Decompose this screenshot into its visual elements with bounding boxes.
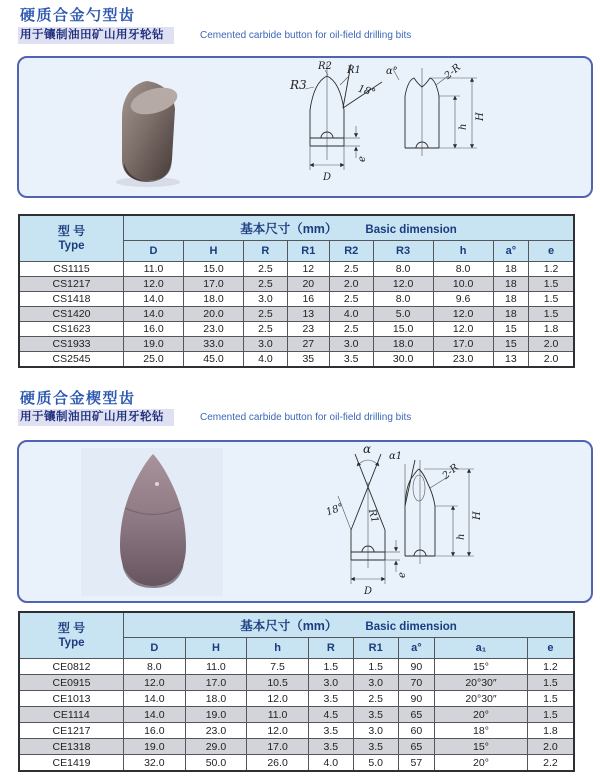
basic-dimension-header [124,612,575,638]
value-cell: 23.0 [433,352,493,368]
value-cell: 1.5 [529,277,574,292]
column-header: R2 [329,241,373,262]
column-header: a₁ [435,638,528,659]
table-row [19,675,574,691]
H-dim-label: H [475,112,486,121]
column-header: a° [493,241,529,262]
value-cell: 65 [398,707,434,723]
illustration-panel [17,440,593,603]
type-header-zh: 型 号 [57,620,86,635]
product-photo-wedge-button [77,448,227,598]
h-dim-label: h [456,533,467,540]
value-cell: 18.0 [373,337,433,352]
column-header: R1 [287,241,329,262]
value-cell: 12.0 [433,307,493,322]
type-cell: CE1114 [19,707,124,723]
value-cell: 2.5 [244,322,288,337]
value-cell: 20° [435,755,528,772]
value-cell: 14.0 [124,707,186,723]
value-cell: 23.0 [185,723,247,739]
value-cell: 2.0 [529,337,574,352]
type-cell: CE1318 [19,739,124,755]
type-cell: CE0915 [19,675,124,691]
type-column-header [19,612,124,659]
column-header: h [433,241,493,262]
value-cell: 57 [398,755,434,772]
section-wedge-type [0,383,600,780]
value-cell: 2.0 [529,352,574,368]
product-photo-spoon-button [84,71,214,191]
value-cell: 2.5 [329,292,373,307]
two-r-label: 2-R [440,462,461,482]
value-cell: 2.5 [244,277,288,292]
subtitle-row [18,27,582,44]
value-cell: 8.0 [373,292,433,307]
value-cell: 29.0 [185,739,247,755]
value-cell: 12.0 [124,675,186,691]
dimension-table-wedge [18,611,575,772]
value-cell: 2.5 [329,322,373,337]
value-cell: 11.0 [247,707,309,723]
value-cell: 3.0 [308,675,353,691]
value-cell: 3.5 [308,723,353,739]
value-cell: 1.5 [308,659,353,675]
value-cell: 16.0 [124,322,184,337]
value-cell: 20 [287,277,329,292]
value-cell: 12.0 [247,691,309,707]
value-cell: 15.0 [373,322,433,337]
subtitle-english: Cemented carbide button for oil-field drilling bits [200,30,412,41]
value-cell: 2.2 [527,755,574,772]
value-cell: 65 [398,739,434,755]
value-cell: 4.0 [244,352,288,368]
value-cell: 12.0 [247,723,309,739]
value-cell: 3.0 [244,337,288,352]
value-cell: 23 [287,322,329,337]
value-cell: 12.0 [124,277,184,292]
value-cell: 2.5 [244,262,288,277]
value-cell: 12.0 [373,277,433,292]
value-cell: 14.0 [124,292,184,307]
dims-header-en: Basic dimension [365,224,457,236]
value-cell: 8.0 [373,262,433,277]
value-cell: 17.0 [184,277,244,292]
value-cell: 14.0 [124,691,186,707]
value-cell: 9.6 [433,292,493,307]
value-cell: 18.0 [184,292,244,307]
value-cell: 7.5 [247,659,309,675]
type-cell: CS1115 [19,262,124,277]
column-header: R1 [353,638,398,659]
value-cell: 14.0 [124,307,184,322]
h-dim-label: h [458,123,469,130]
value-cell: 1.8 [527,723,574,739]
value-cell: 18 [493,307,529,322]
value-cell: 15 [493,337,529,352]
d-dim-label: D [364,586,373,597]
value-cell: 2.0 [329,277,373,292]
two-r-label: 2-R [442,62,463,82]
value-cell: 3.5 [353,707,398,723]
dimension-diagram-spoon [272,60,572,198]
value-cell: 32.0 [124,755,186,772]
value-cell: 90 [398,691,434,707]
type-cell: CE0812 [19,659,124,675]
value-cell: 5.0 [373,307,433,322]
basic-dimension-header [124,215,575,241]
type-cell: CE1419 [19,755,124,772]
value-cell: 2.5 [353,691,398,707]
table-row [19,739,574,755]
illustration-panel [17,56,593,198]
angle-18-label: 18° [356,83,377,100]
value-cell: 3.5 [329,352,373,368]
value-cell: 20.0 [184,307,244,322]
table-row [19,755,574,772]
type-header-en: Type [58,636,85,649]
value-cell: 15° [435,659,528,675]
table-row [19,691,574,707]
type-cell: CS1623 [19,322,124,337]
column-header: h [247,638,309,659]
column-header: H [184,241,244,262]
value-cell: 4.0 [308,755,353,772]
column-header: D [124,638,186,659]
value-cell: 18 [493,292,529,307]
value-cell: 2.0 [527,739,574,755]
value-cell: 2.5 [329,262,373,277]
value-cell: 3.5 [308,691,353,707]
value-cell: 17.0 [185,675,247,691]
table-row [19,322,574,337]
value-cell: 13 [493,352,529,368]
value-cell: 90 [398,659,434,675]
table-row [19,292,574,307]
value-cell: 11.0 [124,262,184,277]
dims-header-zh: 基本尺寸（mm） [240,222,338,236]
value-cell: 20° [435,707,528,723]
alpha1-label: α1 [389,451,403,462]
value-cell: 1.2 [527,659,574,675]
alpha-label: α [363,444,372,456]
r1-label: R1 [347,65,361,76]
value-cell: 18.0 [185,691,247,707]
type-cell: CS2545 [19,352,124,368]
value-cell: 8.0 [433,262,493,277]
value-cell: 4.5 [308,707,353,723]
value-cell: 10.0 [433,277,493,292]
value-cell: 12.0 [433,322,493,337]
value-cell: 15.0 [184,262,244,277]
value-cell: 70 [398,675,434,691]
value-cell: 20°30″ [435,675,528,691]
dims-header-en: Basic dimension [365,621,457,633]
value-cell: 15 [493,322,529,337]
column-header: R [244,241,288,262]
value-cell: 17.0 [247,739,309,755]
table-row [19,659,574,675]
value-cell: 1.2 [529,262,574,277]
r2-label: R2 [318,61,332,72]
value-cell: 19.0 [185,707,247,723]
value-cell: 8.0 [124,659,186,675]
value-cell: 4.0 [329,307,373,322]
table-row [19,307,574,322]
value-cell: 10.5 [247,675,309,691]
value-cell: 11.0 [185,659,247,675]
value-cell: 3.0 [353,723,398,739]
subtitle-english: Cemented carbide button for oil-field drilling bits [200,412,412,423]
value-cell: 18 [493,277,529,292]
H-dim-label: H [472,511,483,520]
value-cell: 19.0 [124,337,184,352]
value-cell: 33.0 [184,337,244,352]
value-cell: 35 [287,352,329,368]
column-header: e [529,241,574,262]
value-cell: 20°30″ [435,691,528,707]
dimension-diagram-wedge [272,444,572,604]
table-row [19,352,574,368]
value-cell: 23.0 [184,322,244,337]
type-cell: CE1217 [19,723,124,739]
value-cell: 1.5 [527,691,574,707]
column-header: e [527,638,574,659]
type-header-en: Type [58,239,85,252]
e-dim-label: e [397,572,408,578]
value-cell: 19.0 [124,739,186,755]
value-cell: 12 [287,262,329,277]
value-cell: 1.5 [529,292,574,307]
value-cell: 60 [398,723,434,739]
value-cell: 1.5 [353,659,398,675]
angle-18-label: 18° [324,501,346,519]
column-header: H [185,638,247,659]
value-cell: 3.0 [353,675,398,691]
subtitle-chinese: 用于镶制油田矿山用牙轮钻 [18,27,174,44]
value-cell: 16 [287,292,329,307]
value-cell: 25.0 [124,352,184,368]
value-cell: 45.0 [184,352,244,368]
value-cell: 30.0 [373,352,433,368]
value-cell: 3.5 [353,739,398,755]
value-cell: 13 [287,307,329,322]
column-header: R3 [373,241,433,262]
table-row [19,707,574,723]
type-cell: CS1420 [19,307,124,322]
type-cell: CS1418 [19,292,124,307]
value-cell: 26.0 [247,755,309,772]
type-cell: CS1217 [19,277,124,292]
dims-header-zh: 基本尺寸（mm） [240,619,338,633]
value-cell: 18 [493,262,529,277]
value-cell: 18° [435,723,528,739]
column-header: a° [398,638,434,659]
value-cell: 2.5 [244,307,288,322]
table-row [19,337,574,352]
type-cell: CS1933 [19,337,124,352]
value-cell: 3.0 [329,337,373,352]
value-cell: 3.0 [244,292,288,307]
table-row [19,262,574,277]
r3-label: R3 [290,78,307,92]
d-dim-label: D [323,172,332,183]
value-cell: 1.8 [529,322,574,337]
section-title: 硬质合金勺型齿 [20,7,136,24]
table-row [19,277,574,292]
dimension-table-spoon [18,214,575,368]
value-cell: 17.0 [433,337,493,352]
subtitle-chinese: 用于镶制油田矿山用牙轮钻 [18,409,174,426]
section-title: 硬质合金楔型齿 [20,390,136,407]
type-cell: CE1013 [19,691,124,707]
value-cell: 1.5 [527,707,574,723]
section-spoon-type [0,0,600,383]
value-cell: 3.5 [308,739,353,755]
column-header: D [124,241,184,262]
column-header: R [308,638,353,659]
type-header-zh: 型 号 [57,223,86,238]
table-row [19,723,574,739]
value-cell: 1.5 [529,307,574,322]
type-column-header [19,215,124,262]
value-cell: 15° [435,739,528,755]
value-cell: 27 [287,337,329,352]
r1-label: R1 [365,507,381,525]
value-cell: 16.0 [124,723,186,739]
alpha-label: α° [386,66,398,77]
value-cell: 50.0 [185,755,247,772]
value-cell: 5.0 [353,755,398,772]
subtitle-row [18,409,582,426]
value-cell: 1.5 [527,675,574,691]
e-dim-label: e [357,156,368,162]
